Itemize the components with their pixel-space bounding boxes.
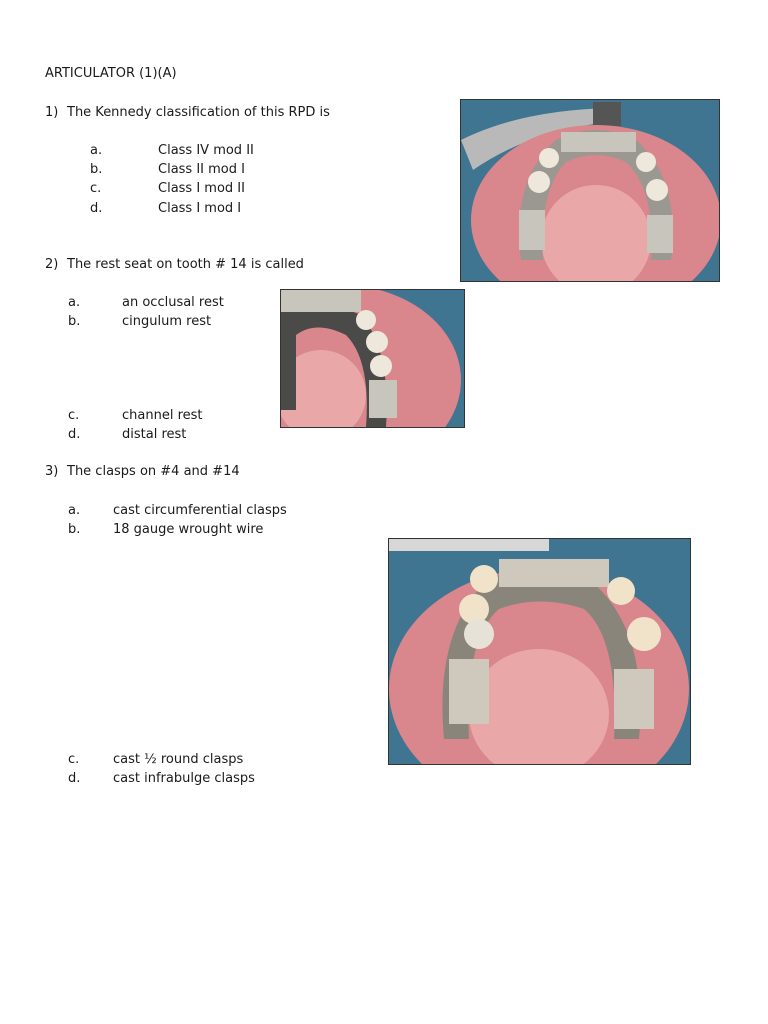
- question-2-number: 2): [45, 257, 59, 272]
- q1-option-b-letter: b.: [90, 162, 103, 177]
- q3-option-c-letter: c.: [68, 752, 80, 767]
- q1-option-c-letter: c.: [90, 181, 102, 196]
- rpd-photo-1: [460, 99, 720, 282]
- q3-option-b-letter: b.: [68, 522, 81, 537]
- q1-option-a-letter: a.: [90, 143, 103, 158]
- q1-option-d-text: Class I mod I: [158, 201, 242, 216]
- question-2-text: The rest seat on tooth # 14 is called: [67, 257, 304, 272]
- doc-title: ARTICULATOR (1)(A): [45, 66, 177, 81]
- q2-option-c-letter: c.: [68, 408, 80, 423]
- q2-option-b-letter: b.: [68, 314, 81, 329]
- q1-option-c-text: Class I mod II: [158, 181, 245, 196]
- rpd-photo-3: [388, 538, 691, 765]
- question-1-text: The Kennedy classification of this RPD is: [67, 105, 330, 120]
- q3-option-b-text: 18 gauge wrought wire: [113, 522, 264, 537]
- q3-option-a-letter: a.: [68, 503, 81, 518]
- q3-option-d-text: cast infrabulge clasps: [113, 771, 255, 786]
- q2-option-c-text: channel rest: [122, 408, 203, 423]
- q1-option-b-text: Class II mod I: [158, 162, 245, 177]
- rpd-photo-2: [280, 289, 465, 428]
- q1-option-d-letter: d.: [90, 201, 103, 216]
- q2-option-d-text: distal rest: [122, 427, 187, 442]
- question-1-number: 1): [45, 105, 59, 120]
- q2-option-a-letter: a.: [68, 295, 81, 310]
- q3-option-a-text: cast circumferential clasps: [113, 503, 287, 518]
- q3-option-d-letter: d.: [68, 771, 81, 786]
- question-3-number: 3): [45, 464, 59, 479]
- q2-option-d-letter: d.: [68, 427, 81, 442]
- q3-option-c-text: cast ½ round clasps: [113, 752, 244, 767]
- q2-option-a-text: an occlusal rest: [122, 295, 224, 310]
- q1-option-a-text: Class IV mod II: [158, 143, 254, 158]
- q2-option-b-text: cingulum rest: [122, 314, 212, 329]
- question-3-text: The clasps on #4 and #14: [67, 464, 240, 479]
